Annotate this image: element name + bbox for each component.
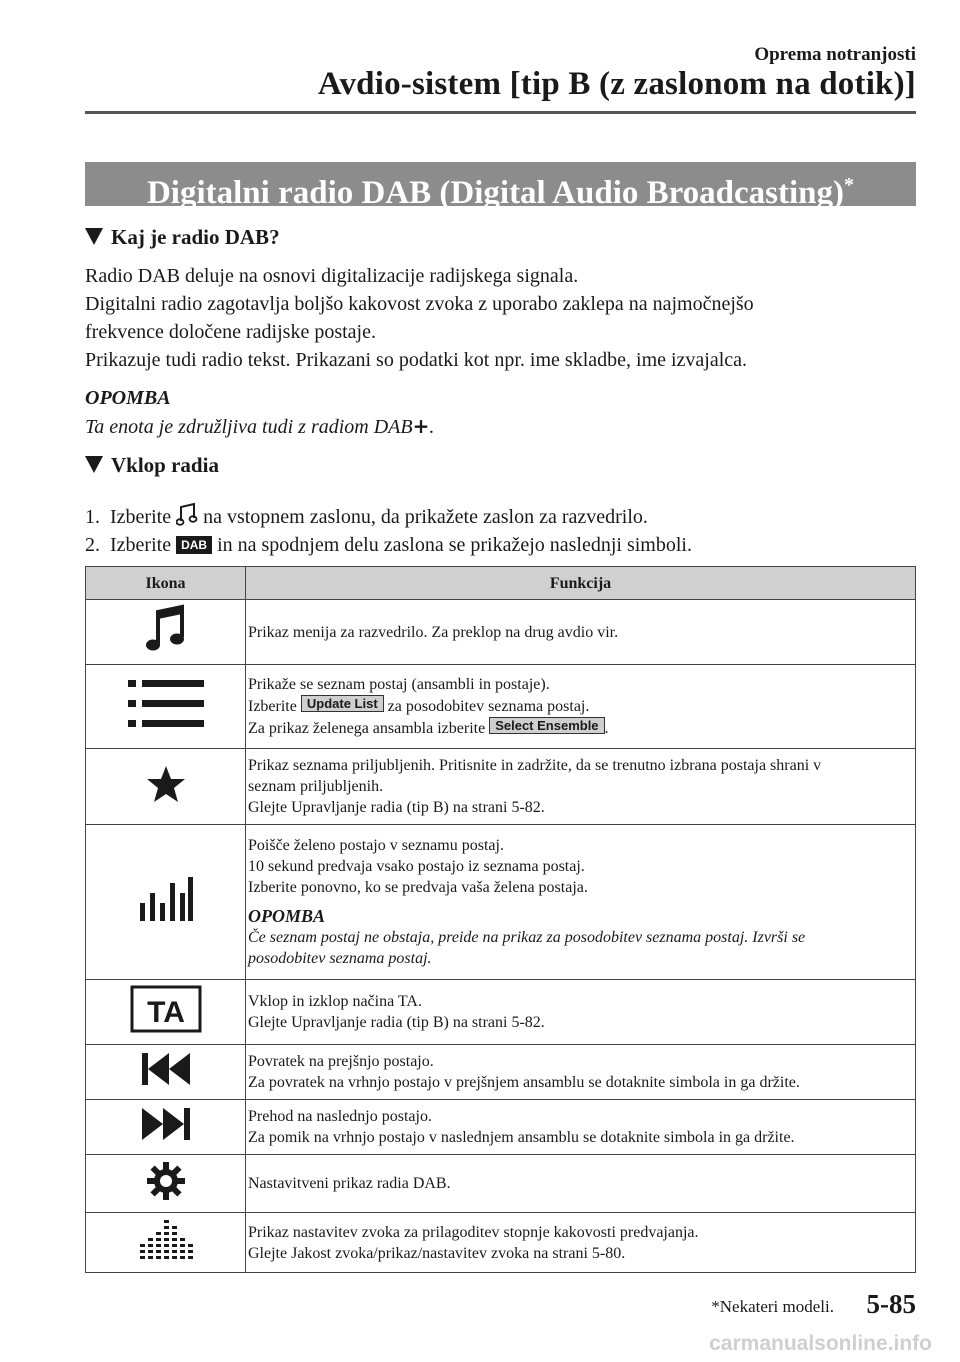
table-row: [86, 1155, 916, 1213]
what-is-line: Prikazuje tudi radio tekst. Prikazani so podatki kot npr. ime skladbe, ime izvajalca.: [85, 349, 748, 371]
note-text: [85, 412, 925, 441]
table-row: [86, 600, 916, 665]
previous-icon: [86, 1045, 246, 1100]
row-line: Glejte Upravljanje radia (tip B) na strani 5-82.: [248, 1014, 545, 1031]
table-row: [86, 665, 916, 749]
heading-turn-on: [85, 453, 219, 478]
table-row: [86, 749, 916, 825]
row-line: Glejte Upravljanje radia (tip B) na strani 5-82.: [248, 799, 545, 816]
page-number: 5-85: [866, 1289, 916, 1319]
row-description: [246, 600, 916, 665]
row-line: Prikaz nastavitev zvoka za prilagoditev stopnje kakovosti predvajanja.: [248, 1223, 699, 1241]
what-is-paragraph: [85, 262, 925, 374]
row-line: Za povratek na vrhnjo postajo v prejšnjem ansamblu se dotaknite simbola in ga držite.: [248, 1074, 800, 1091]
gear-icon: [86, 1155, 246, 1213]
header-title: Avdio-sistem [tip B (z zaslonom na dotik)]: [317, 66, 916, 102]
watermark: carmanualsonline.info: [709, 1332, 932, 1355]
row-description: [246, 1155, 916, 1213]
ta-icon: [86, 980, 246, 1045]
heading-turn-on-text: Vklop radia: [111, 453, 219, 477]
header-rule: [85, 111, 916, 114]
row-note-title: OPOMBA: [248, 906, 326, 926]
dab-button: DAB: [176, 536, 212, 554]
row-line: Za pomik na vrhnjo postajo v naslednjem ansamblu se dotaknite simbola in ga držite.: [248, 1129, 795, 1146]
row-line: Prikaz seznama priljubljenih. Pritisnite in zadržite, da se trenutno izbrana postaja shrani v: [248, 757, 822, 774]
table-row: [86, 1213, 916, 1273]
table-row: [86, 980, 916, 1045]
triangle-bullet-icon: [85, 456, 103, 473]
row-description: [246, 1213, 916, 1273]
star-icon: [86, 749, 246, 825]
row-note-line: Če seznam postaj ne obstaja, preide na prikaz za posodobitev seznama postaj. Izvrši se: [248, 929, 806, 946]
what-is-line: Digitalni radio zagotavlja boljšo kakovost zvoka z uporabo zaklepa na najmočnejšo: [85, 293, 754, 315]
note-title: OPOMBA: [85, 387, 171, 409]
col-icon-header: Ikona: [86, 567, 246, 600]
row-line: seznam priljubljenih.: [248, 778, 384, 795]
table-row: [86, 1100, 916, 1155]
equalizer-icon: [86, 1213, 246, 1273]
step-2-text-b: in na spodnjem delu zaslona se prikažejo naslednji simboli.: [217, 534, 692, 556]
row-description: [246, 665, 916, 749]
row-text: Za prikaz želenega ansambla izberite: [248, 720, 486, 737]
section-title: Digitalni radio DAB (Digital Audio Broadcasting): [146, 175, 845, 211]
row-line: Glejte Jakost zvoka/prikaz/nastavitev zvoka na strani 5-80.: [248, 1244, 626, 1262]
section-asterisk: *: [844, 174, 855, 196]
row-note-line: posodobitev seznama postaj.: [248, 950, 432, 967]
heading-what-is-dab-text: Kaj je radio DAB?: [111, 225, 280, 249]
row-text: za posodobitev seznama postaj.: [387, 698, 590, 715]
table-row: [86, 1045, 916, 1100]
heading-what-is-dab: [85, 225, 280, 250]
section-title-bar: [85, 162, 916, 211]
row-description: [246, 1100, 916, 1155]
what-is-line: Radio DAB deluje na osnovi digitalizacije radijskega signala.: [85, 265, 579, 287]
row-line: Vklop in izklop načina TA.: [248, 993, 422, 1010]
row-description: [246, 749, 916, 825]
step-1-text-b: na vstopnem zaslonu, da prikažete zaslon za razvedrilo.: [203, 506, 648, 528]
triangle-bullet-icon: [85, 228, 103, 245]
row-text: Izberite: [248, 698, 297, 715]
row-description: [246, 825, 916, 980]
function-table: [85, 566, 916, 1273]
row-description: [246, 980, 916, 1045]
scan-icon: [86, 825, 246, 980]
step-2-number: 2.: [85, 534, 100, 556]
row-line: Povratek na prejšnjo postajo.: [248, 1053, 434, 1070]
step-2-text-a: Izberite: [110, 534, 172, 556]
note-text-body: Ta enota je združljiva tudi z radiom DAB: [85, 416, 413, 438]
dab-plus-sign: +: [412, 414, 430, 438]
table-row: [86, 825, 916, 980]
note-text-end: .: [429, 416, 435, 438]
row-line: [248, 695, 911, 717]
footer-note: *Nekateri modeli.: [711, 1297, 834, 1316]
update-list-button: Update List: [301, 695, 384, 712]
row-description: [246, 1045, 916, 1100]
step-1-text-a: Izberite: [110, 506, 172, 528]
list-icon: [86, 665, 246, 749]
note-block: [85, 384, 925, 441]
row-text: .: [604, 720, 609, 737]
row-line: Izberite ponovno, ko se predvaja vaša želena postaja.: [248, 879, 588, 896]
music-note-icon: [86, 600, 246, 665]
row-line: [248, 717, 911, 739]
row-line: Poišče želeno postajo v seznamu postaj.: [248, 837, 504, 854]
what-is-line: frekvence določene radijske postaje.: [85, 321, 376, 343]
next-icon: [86, 1100, 246, 1155]
row-line: Prikaže se seznam postaj (ansambli in postaje).: [248, 676, 550, 693]
row-line: 10 sekund predvaja vsako postajo iz seznama postaj.: [248, 858, 585, 875]
step-2: [85, 531, 692, 559]
row-line: Prikaz menija za razvedrilo. Za preklop na drug avdio vir.: [248, 623, 619, 641]
header-category: Oprema notranjosti: [754, 44, 916, 65]
col-function-header: Funkcija: [246, 567, 916, 600]
table-header-row: [86, 567, 916, 600]
ta-icon-label: TA: [146, 996, 185, 1029]
select-ensemble-button: Select Ensemble: [489, 717, 604, 734]
row-line: Prehod na naslednjo postajo.: [248, 1108, 432, 1125]
row-line: Nastavitveni prikaz radia DAB.: [248, 1175, 451, 1192]
step-1-number: 1.: [85, 506, 100, 528]
